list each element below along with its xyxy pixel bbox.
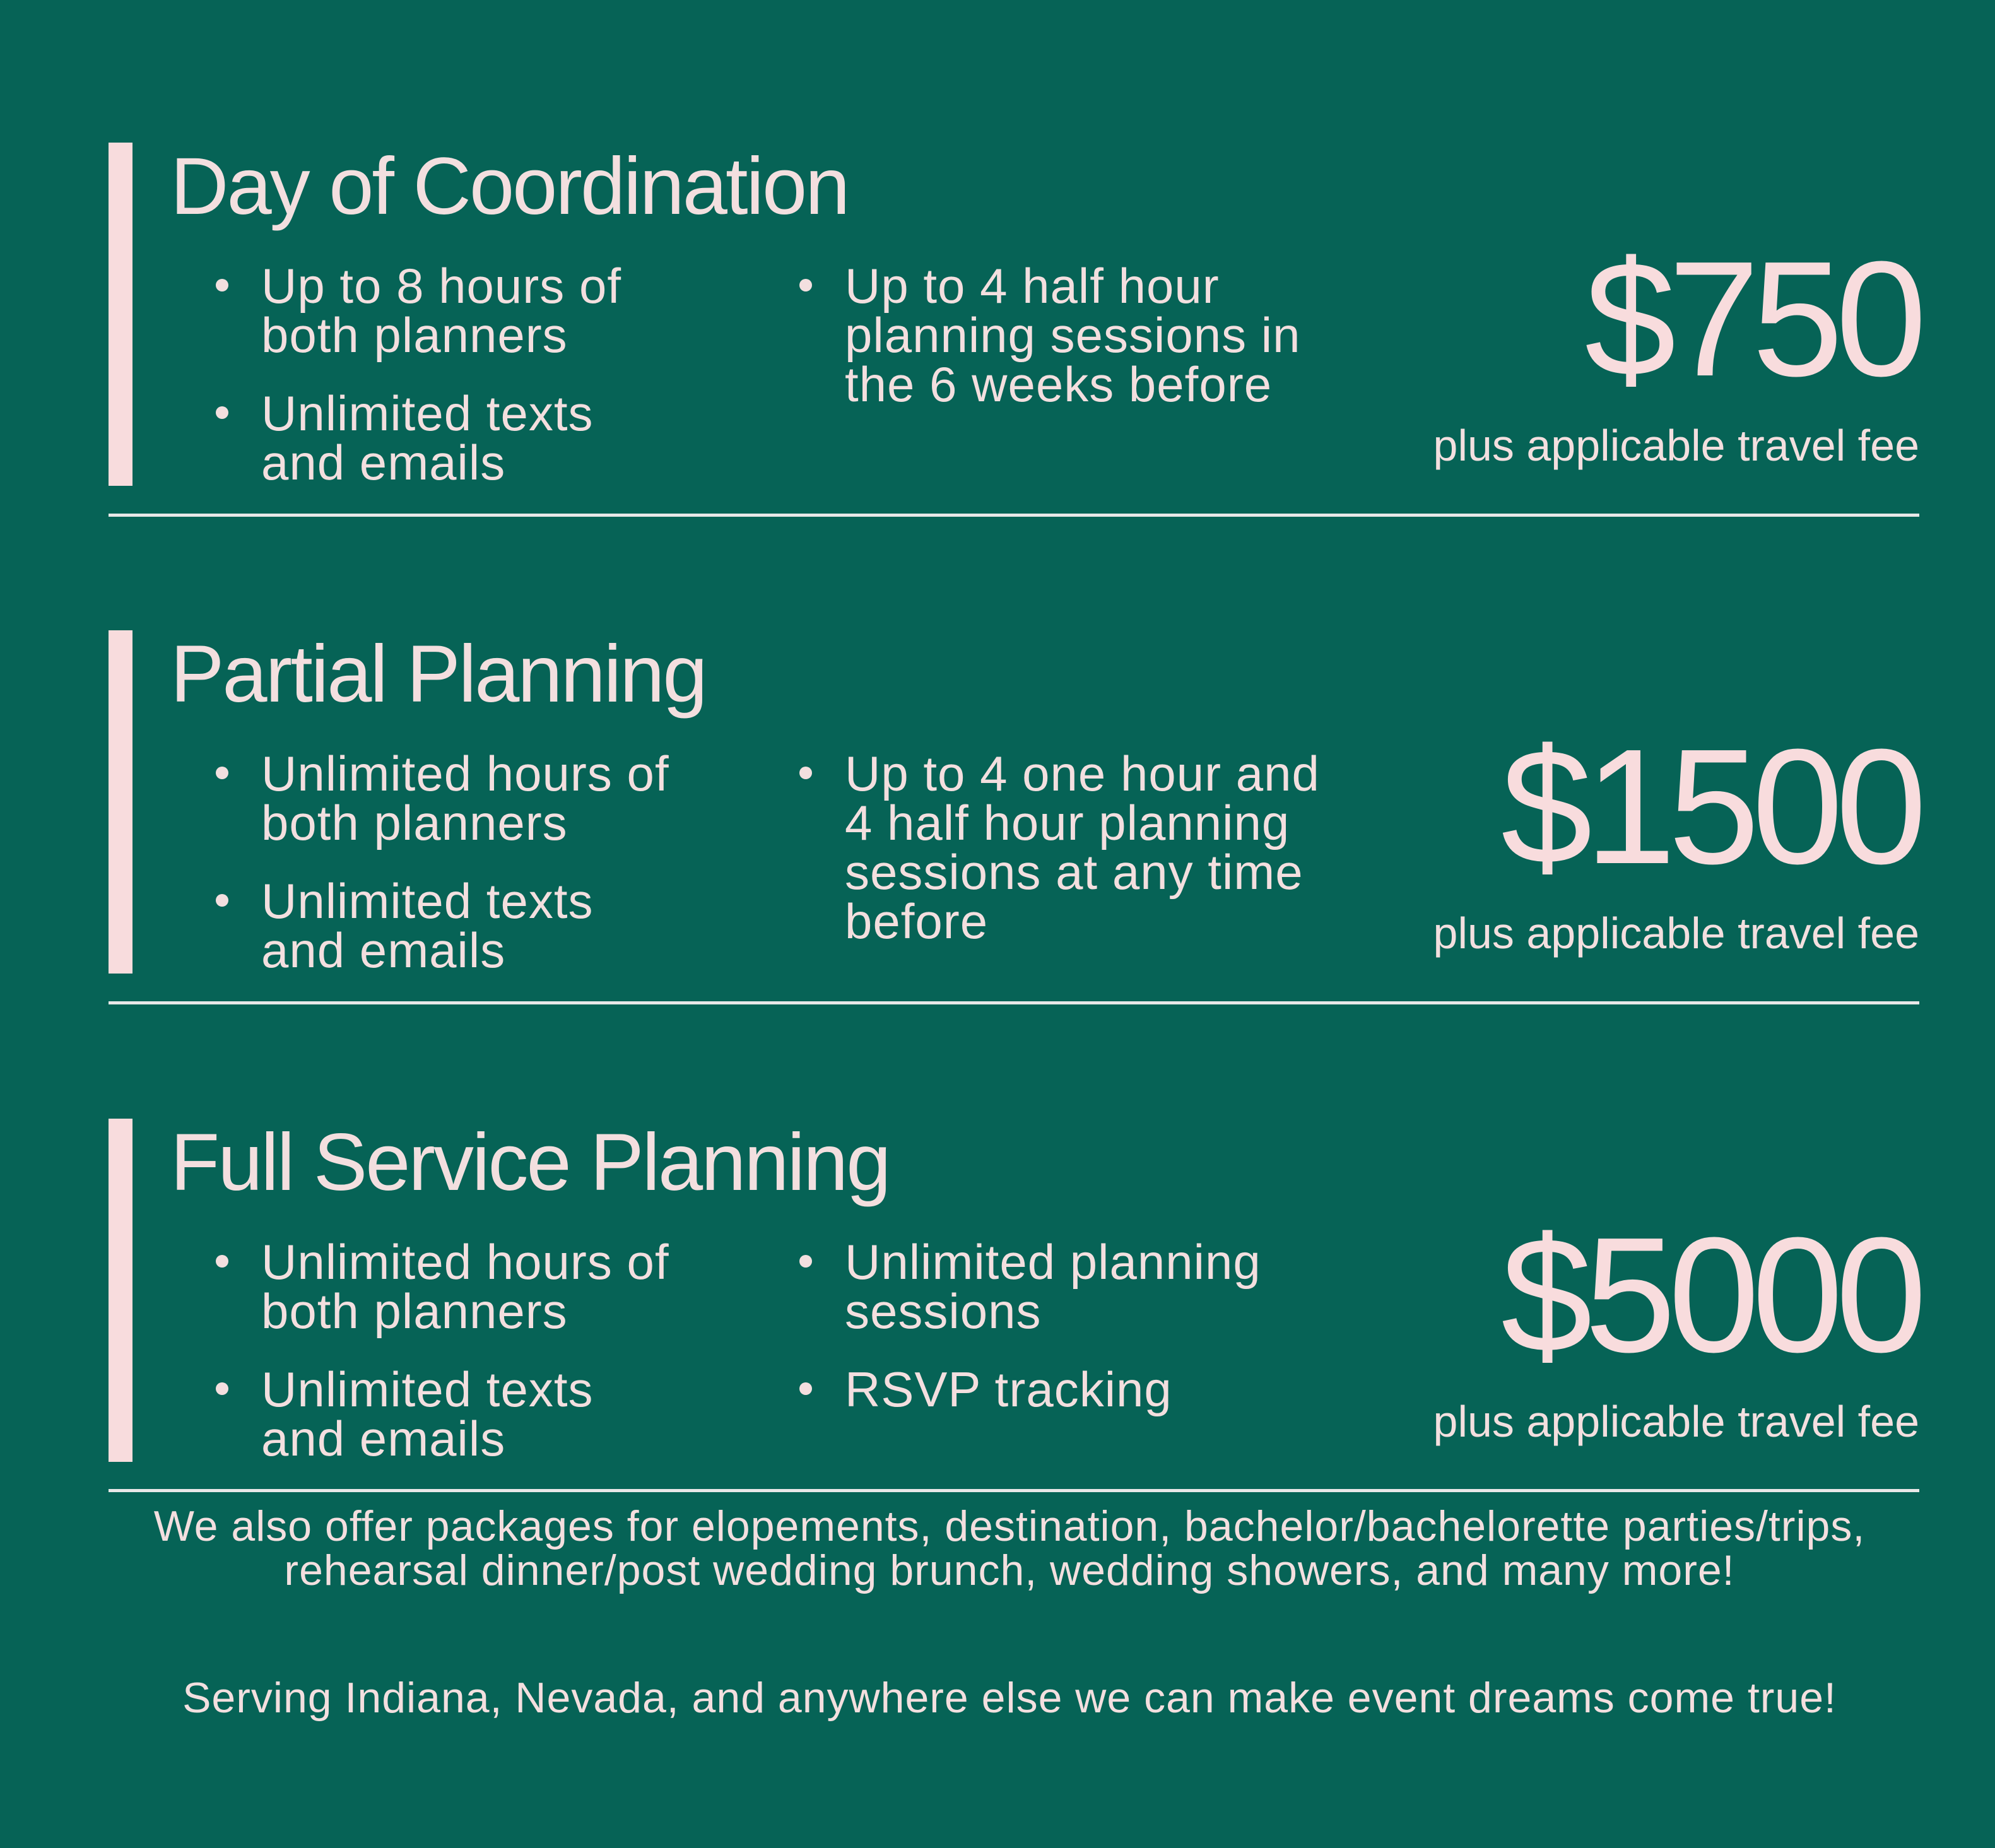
feature-text: Unlimited hours of both planners [261,746,669,850]
accent-bar [109,630,132,974]
feature-item [208,1362,640,1466]
feature-list [208,1234,776,1492]
feature-item [208,873,640,978]
feature-item [208,258,703,363]
feature-text: Unlimited texts and emails [261,1362,594,1466]
bullet-icon [216,767,228,779]
accent-bar [109,1119,132,1462]
feature-text: Unlimited texts and emails [261,385,594,490]
bullet-icon [216,894,228,907]
feature-text: Unlimited planning sessions [845,1234,1261,1339]
accent-bar [109,143,132,486]
feature-text: Unlimited hours of both planners [261,1234,669,1339]
feature-item [208,1234,779,1339]
divider [109,1001,1919,1004]
feature-list [792,746,1360,975]
feature-item [208,385,640,490]
feature-text: Up to 4 one hour and 4 half hour planning sessions at any time before [845,746,1320,949]
bullet-icon [799,767,812,779]
package-full-service-planning [0,1119,1995,1472]
bullet-icon [216,279,228,291]
price: $5000 [1501,1204,1919,1387]
package-day-of-coordination [0,143,1995,496]
feature-item [792,1362,1286,1417]
feature-text: Unlimited texts and emails [261,873,594,978]
bullet-icon [216,1255,228,1268]
feature-text: Up to 4 half hour planning sessions in the 6 weeks before [845,258,1301,412]
feature-item [792,746,1337,949]
price-note: plus applicable travel fee [1433,1397,1919,1446]
bullet-icon [799,279,812,291]
feature-list [208,746,776,1004]
feature-item [792,258,1324,412]
feature-list [792,258,1360,438]
package-title: Full Service Planning [170,1117,890,1208]
footer-service-area: Serving Indiana, Nevada, and anywhere else we can make event dreams come true! [182,1674,1837,1722]
feature-list [792,1234,1360,1443]
bullet-icon [216,406,228,419]
bullet-icon [216,1382,228,1395]
divider [109,1489,1919,1492]
divider [109,514,1919,517]
bullet-icon [799,1255,812,1268]
feature-list [208,258,776,516]
price: $750 [1584,228,1919,411]
price-note: plus applicable travel fee [1433,421,1919,470]
price: $1500 [1501,715,1919,898]
price-note: plus applicable travel fee [1433,909,1919,958]
package-partial-planning [0,630,1995,984]
feature-text: RSVP tracking [845,1362,1172,1417]
bullet-icon [799,1382,812,1395]
feature-text: Up to 8 hours of both planners [261,258,621,363]
footer-offer-text: We also offer packages for elopements, destination, bachelor/bachelorette parties/trips, rehearsal dinner/post wedding brunch, wedding showers, and many more! [153,1502,1866,1594]
feature-item [208,746,779,850]
package-title: Partial Planning [170,629,706,719]
package-title: Day of Coordination [170,141,849,232]
feature-item [792,1234,1350,1339]
